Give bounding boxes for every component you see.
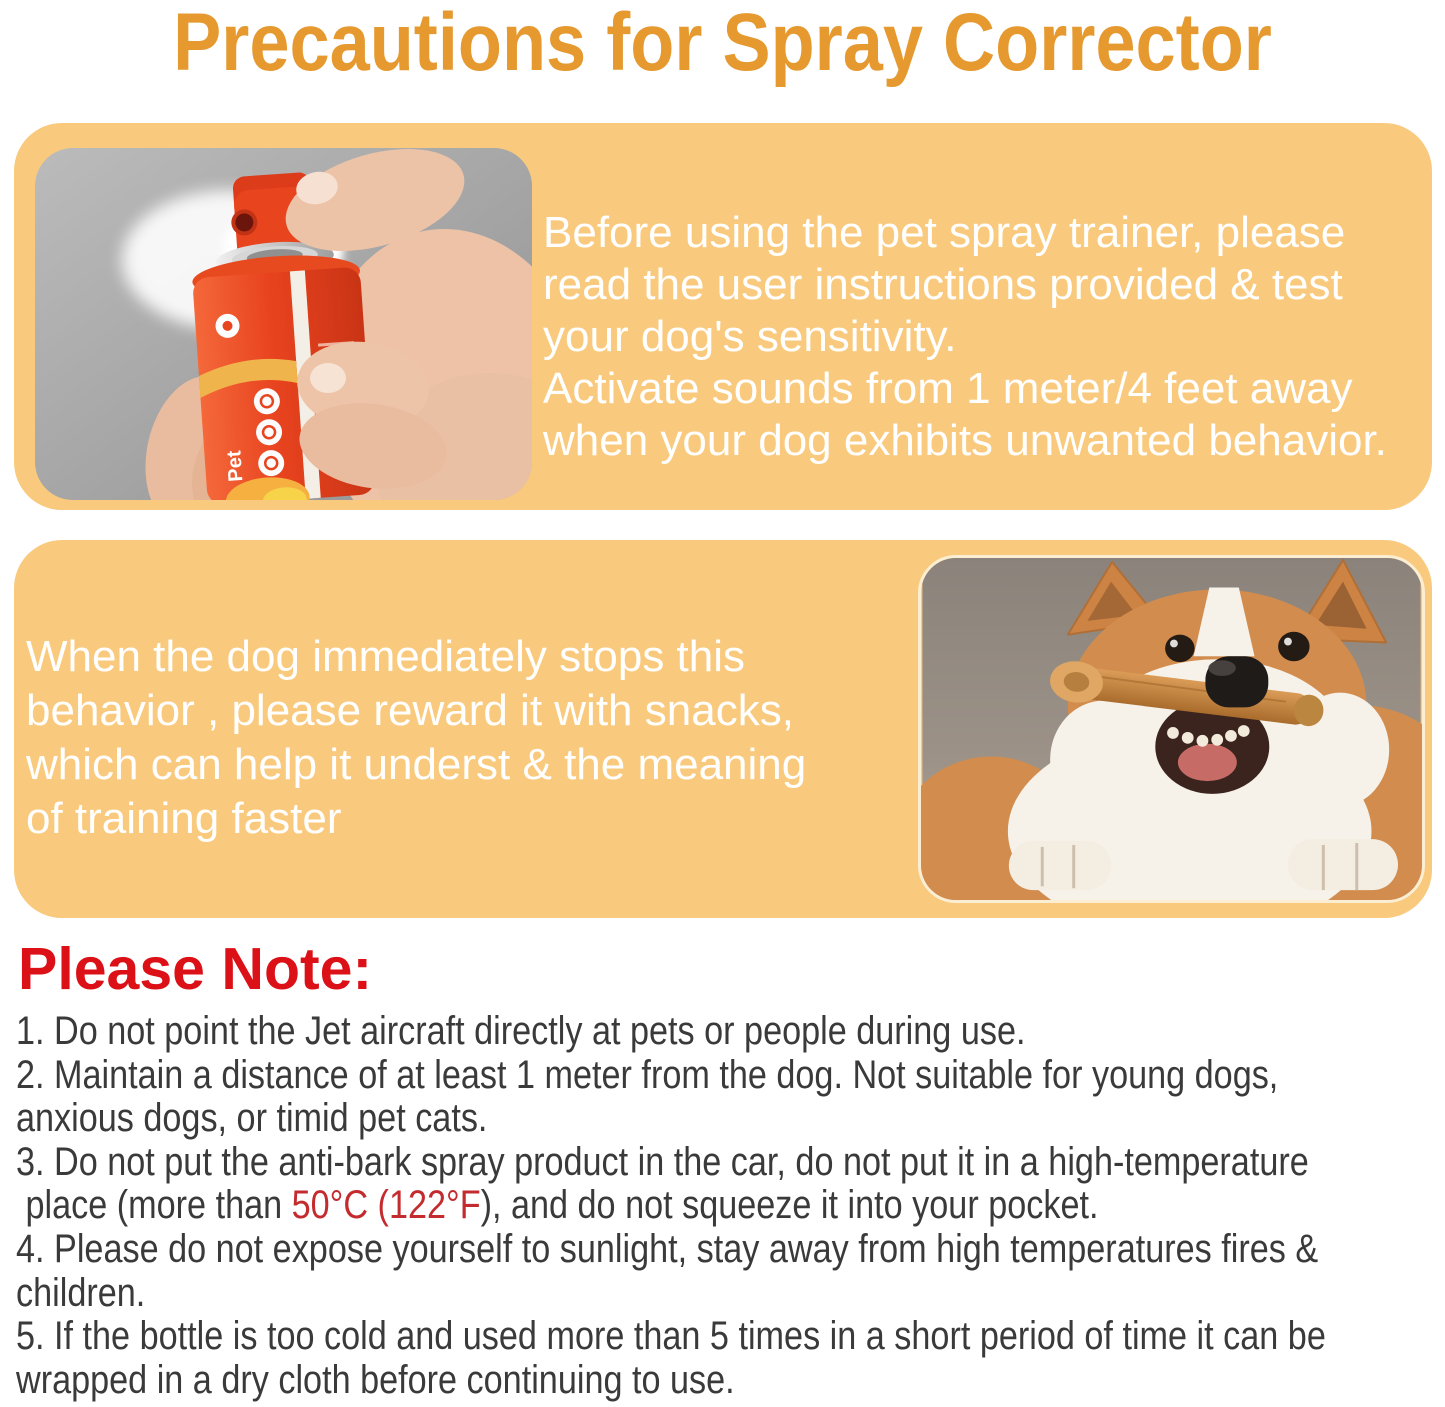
text-line: behavior , please reward it with snacks, (26, 686, 794, 735)
panel2-text-block (26, 630, 806, 846)
note-item-3-post: ), and do not squeeze it into your pocket. (480, 1183, 1099, 1228)
note-item-4: 4. Please do not expose yourself to sunlight, stay away from high temperatures fires & (16, 1226, 1319, 1271)
note-item-2: 2. Maintain a distance of at least 1 meter from the dog. Not suitable for young dogs, (16, 1052, 1279, 1097)
dog-tongue (1178, 744, 1237, 781)
can-brand-label: Pet (223, 449, 248, 483)
corgi-with-treat-illustration (921, 558, 1422, 900)
thumbnail (310, 363, 346, 393)
text-line: read the user instructions provided & test (543, 260, 1343, 309)
dog-left-eye (1165, 635, 1194, 663)
text-line: when your dog exhibits unwanted behavior. (543, 416, 1387, 465)
precaution-list (16, 1010, 1326, 1402)
text-line: When the dog immediately stops this (26, 632, 746, 681)
text-line: which can help it underst & the meaning (26, 740, 807, 789)
spray-can-photo (35, 148, 532, 500)
panel1-text-block (543, 207, 1387, 467)
instruction-panel-2 (14, 540, 1432, 918)
dog-nose (1205, 656, 1268, 707)
text-line: Activate sounds from 1 meter/4 feet away (543, 364, 1353, 413)
text-line: Before using the pet spray trainer, please (543, 208, 1346, 257)
temperature-warning-text: 50°C (122°F (291, 1183, 481, 1228)
note-item-3-cont (16, 1184, 1326, 1228)
text-line: your dog's sensitivity. (543, 312, 957, 361)
note-item-4-cont: children. (16, 1270, 146, 1315)
note-item-2-cont: anxious dogs, or timid pet cats. (16, 1096, 488, 1141)
note-item-5-cont: wrapped in a dry cloth before continuing to use. (16, 1357, 735, 1402)
dog-right-eye (1278, 632, 1309, 661)
hand-spraying-pet-corrector-illustration (35, 148, 532, 500)
note-item-3-pre: place (more than (16, 1183, 292, 1228)
note-item-1: 1. Do not point the Jet aircraft directly at pets or people during use. (16, 1009, 1026, 1053)
instruction-panel-1 (14, 123, 1432, 510)
text-line: of training faster (26, 794, 342, 843)
corgi-photo (918, 555, 1425, 903)
note-item-5: 5. If the bottle is too cold and used more than 5 times in a short period of time it can be (16, 1314, 1326, 1359)
page-title: Precautions for Spray Corrector (173, 0, 1272, 88)
dog-right-paw (1288, 839, 1398, 890)
please-note-heading: Please Note: (18, 936, 373, 1002)
note-item-3: 3. Do not put the anti-bark spray product in the car, do not put it in a high-temperature (16, 1139, 1309, 1184)
dog-left-paw (1009, 841, 1111, 890)
